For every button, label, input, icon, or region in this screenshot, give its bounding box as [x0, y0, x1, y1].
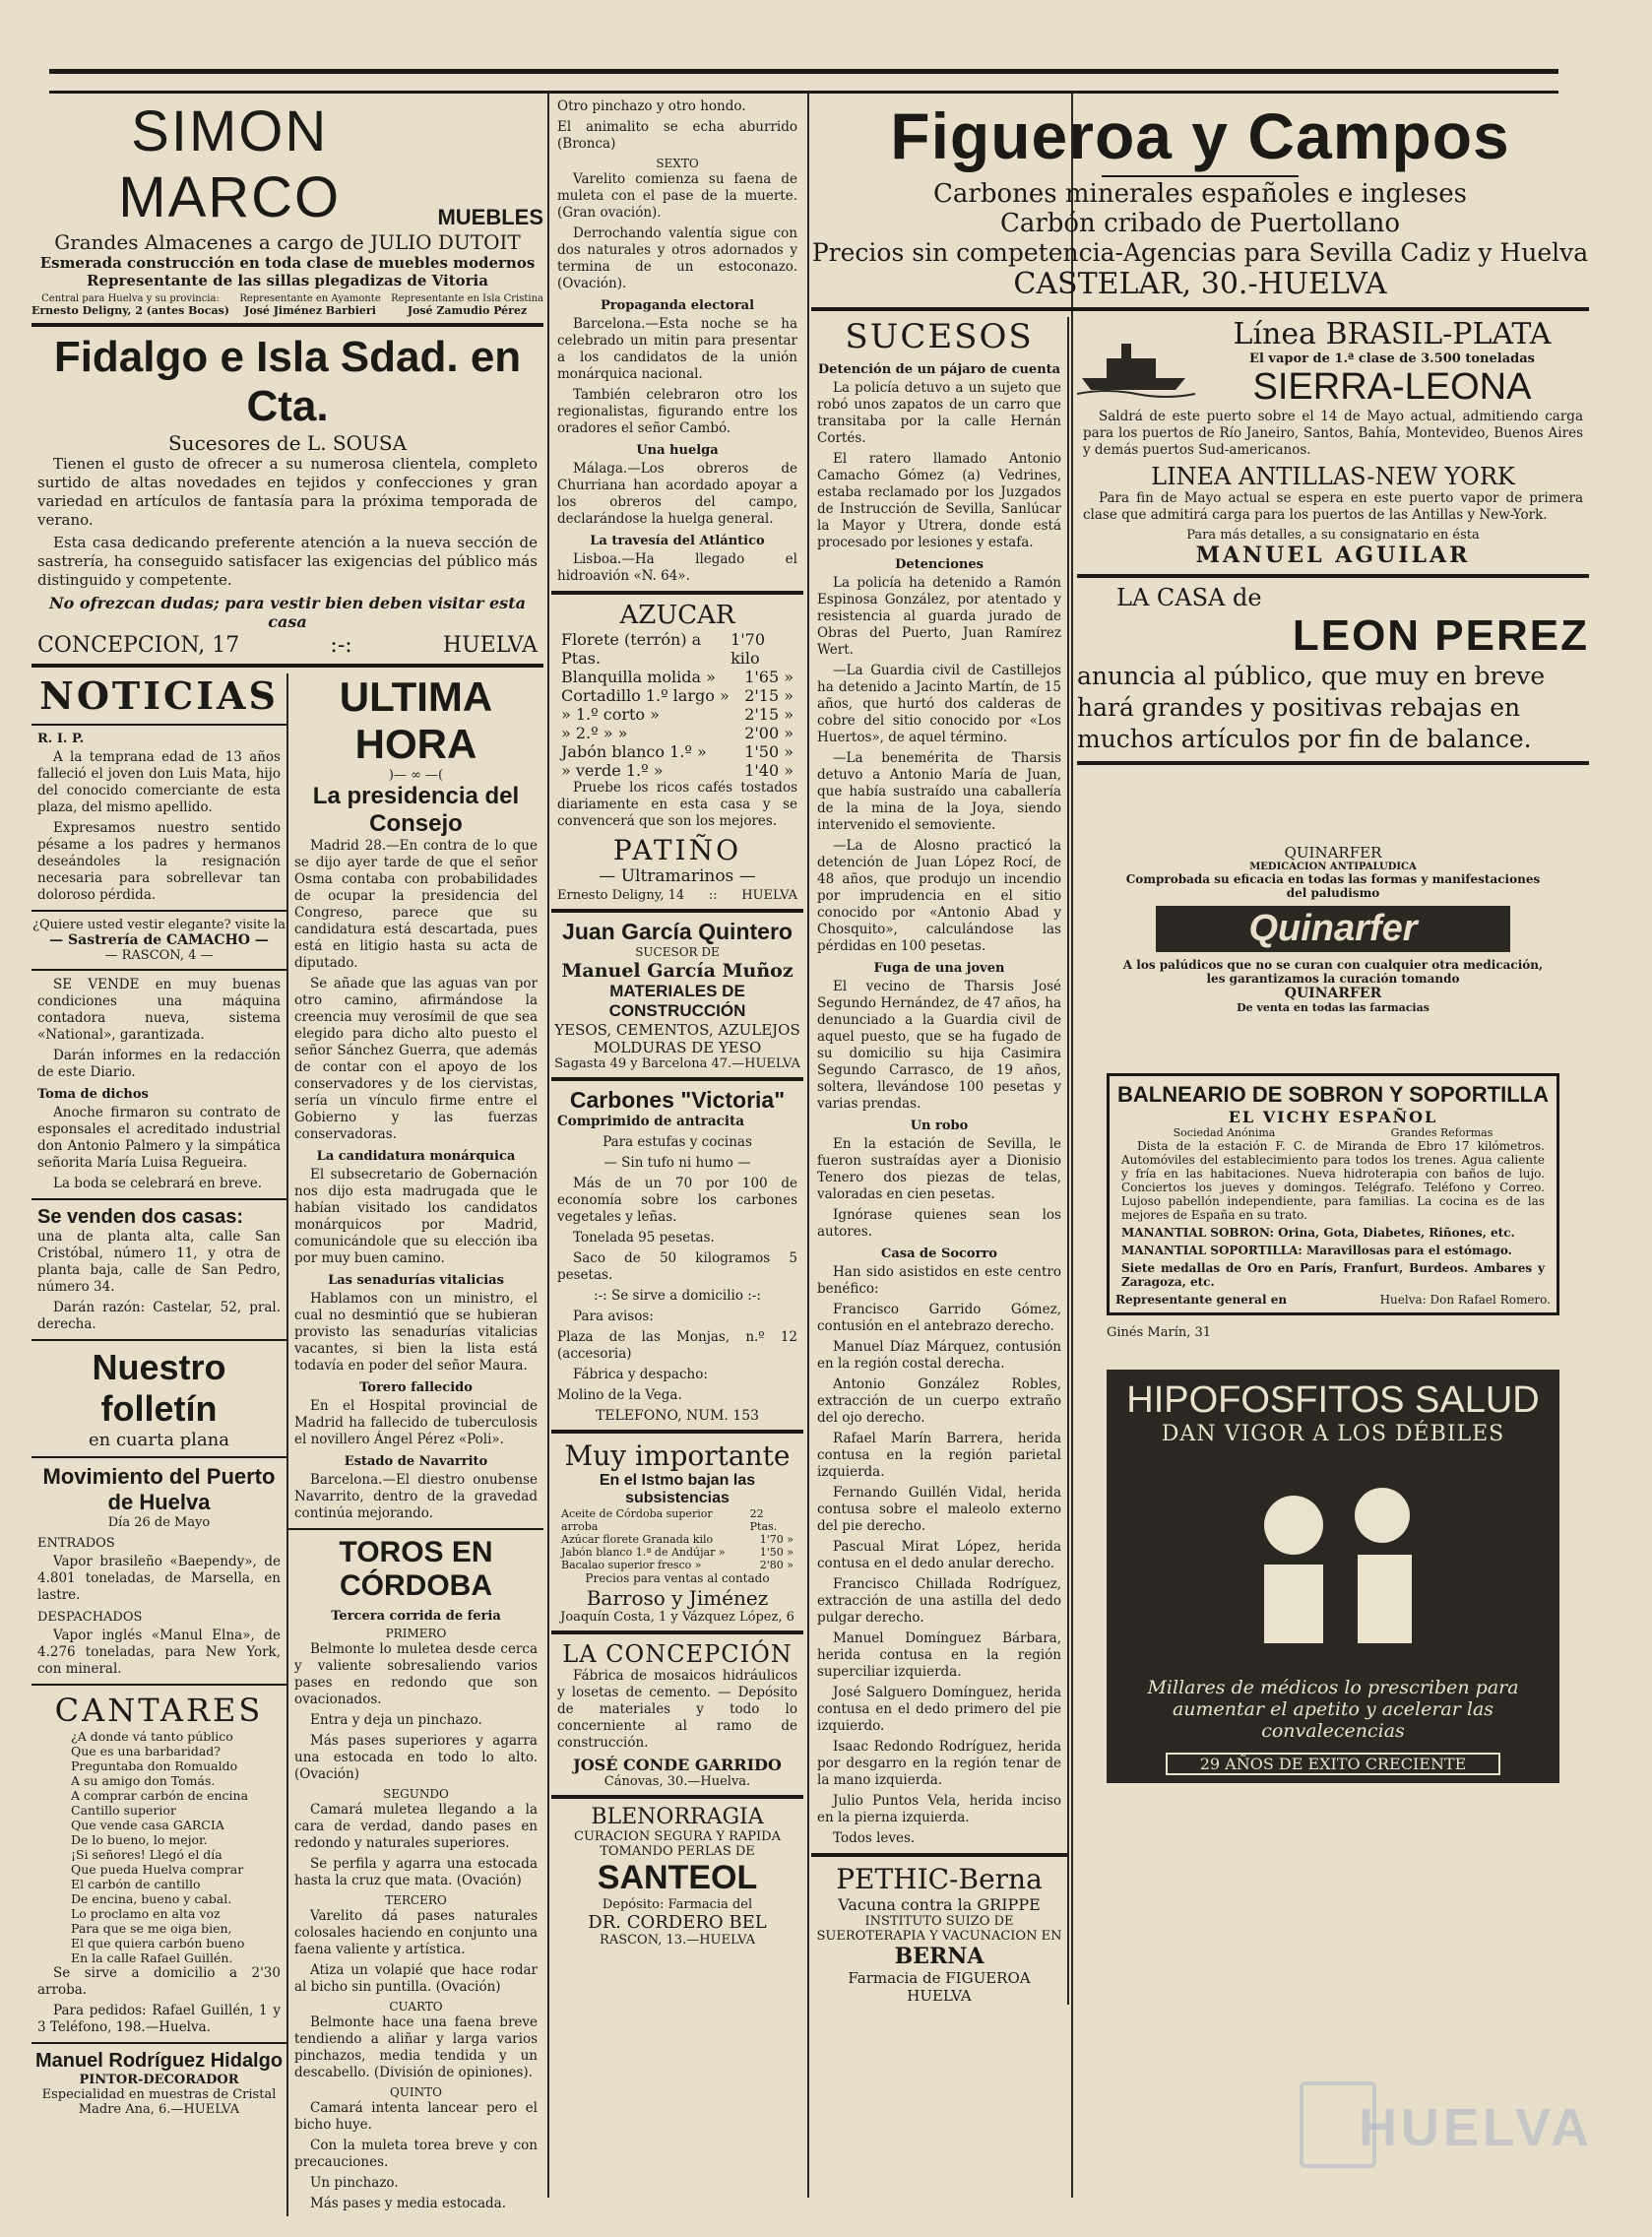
ad-leon-perez: [1077, 584, 1589, 755]
separator: [32, 724, 286, 726]
price-row: [561, 724, 794, 742]
suceso-3: El vecino de Tharsis José Segundo Hernández, de 47 años, ha denunciado a la Guardia civil de aquel puesto, que se ha fugado de su domicilio su hija Casimira Segundo Carrasco, de 19 años, soltera, llevándose 100 pesetas y varias prendas.: [817, 979, 1061, 1112]
quintero-sub: SUCESOR DE: [635, 945, 720, 959]
bal-sub: EL VICHY ESPAÑOL: [1228, 1108, 1438, 1126]
pethic-5: HUELVA: [907, 1987, 972, 2005]
se-vende: SE VENDE en muy buenas condiciones una máquina contadora nueva, sistema «National», garantizada.: [37, 977, 281, 1043]
ultima-title: ULTIMA HORA: [339, 673, 493, 767]
rep-name: José Jiménez Barbieri: [244, 304, 376, 317]
price-row: [561, 686, 794, 705]
separator: [32, 2042, 286, 2044]
folletin-title: Nuestro folletín: [92, 1347, 226, 1429]
concepcion-title: LA CONCEPCIÓN: [562, 1640, 793, 1668]
suceso-5-title: Casa de Socorro: [881, 1246, 997, 1261]
fidalgo-addr-right: HUELVA: [442, 633, 538, 658]
segundo-title: SEGUNDO: [383, 1787, 449, 1801]
carbones-2: Para estufas y cocinas: [603, 1134, 752, 1150]
carbones-3: — Sin tufo ni humo —: [604, 1155, 751, 1171]
bleno-5: RASCON, 13.—HUELVA: [600, 1933, 755, 1948]
linea-6: MANUEL AGUILAR: [1195, 543, 1471, 568]
suceso-5j: Isaac Redondo Rodríguez, herida por desgarro en la región tenar de la mano izquierda.: [817, 1739, 1061, 1788]
dichos-text: Anoche firmaron su contrato de esponsales el acreditado industrial don Antonio Palmero y la simpática señorita María Luisa Regueira.: [37, 1105, 281, 1171]
muy-precios: Precios para ventas al contado: [585, 1571, 770, 1585]
suceso-1b: El ratero llamado Antonio Camacho Gómez (a) Vedrines, estaba reclamado por los Juzgados de Instrucción de Sevilla, Sanlúcar la Mayor y Utrera, donde está procesado por lesiones y estafa.: [817, 451, 1061, 550]
quintero-yesos: YESOS, CEMENTOS, AZULEJOS: [554, 1021, 800, 1039]
patino-address: [557, 888, 797, 903]
entrados: ENTRADOS: [37, 1536, 115, 1551]
separator: [1077, 574, 1589, 578]
sastreria-name: — Sastrería de CAMACHO —: [49, 932, 269, 948]
suceso-5g: Francisco Chillada Rodríguez, extracción de una astilla del dedo pulgar derecho.: [817, 1576, 1061, 1626]
segundo-2: Se perfila y agarra una estocada hasta la cruz que mata. (Ovación): [294, 1856, 538, 1888]
hipo-4: 29 AÑOS DE EXITO CRECIENTE: [1166, 1753, 1500, 1775]
concepcion-1: Fábrica de mosaicos hidráulicos y losetas de cemento. — Depósito de materiales y todo lo concerniente al ramo de construcción.: [557, 1668, 797, 1751]
rip-text: A la temprana edad de 13 años falleció el joven don Luis Mata, hijo del conocido comerciante de esta plaza, del mismo apellido.: [37, 749, 281, 815]
figueroa-4: CASTELAR, 30.-HUELVA: [1013, 267, 1387, 301]
cont-1: Otro pinchazo y otro hondo.: [557, 98, 746, 114]
bleno-2: TOMANDO PERLAS DE: [600, 1844, 755, 1859]
separator: [811, 307, 1589, 311]
separator: [32, 1198, 286, 1200]
ad-hipofosfitos: [1107, 1370, 1559, 1783]
ultima-ornament: )— ∞ —(: [388, 768, 444, 783]
bleno-name: SANTEOL: [597, 1859, 758, 1896]
rip-title: R. I. P.: [37, 732, 85, 746]
column-2: [551, 98, 803, 2198]
cantares-title: CANTARES: [54, 1692, 264, 1729]
rep-title: Representante en Isla Cristina: [391, 293, 543, 304]
torero-1: En el Hospital provincial de Madrid ha fallecido de tuberculosis el novillero Ángel Pérez «Poli».: [294, 1398, 538, 1447]
pethic-title: PETHIC-Berna: [836, 1863, 1043, 1895]
carbones-11: Molino de la Vega.: [557, 1387, 682, 1403]
price-row: [561, 630, 794, 668]
bal-title: BALNEARIO DE SOBRON Y SOPORTILLA: [1116, 1082, 1549, 1107]
suceso-2b: —La Guardia civil de Castillejos ha detenido a Jacinto Martín, de 15 años, que hurtó dos calderas de cobre del sitio conocido por «Los Huertos», de aquel término.: [817, 663, 1061, 745]
quin-1: QUINARFER: [1284, 844, 1382, 862]
suceso-4: En la estación de Sevilla, le fueron sustraídas ayer a Dionisio Tenero dos piezas de telas, valoradas en cien pesetas.: [817, 1136, 1061, 1202]
bal-4: Siete medallas de Oro en París, Franfurt, Burdeos. Ambares y Zaragoza, etc.: [1121, 1261, 1545, 1289]
quintero-molduras: MOLDURAS DE YESO: [593, 1039, 762, 1056]
suceso-1: La policía detuvo a un sujeto que robó unos zapatos de un carro que transitaba por la calle Hernán Cortés.: [817, 380, 1061, 446]
huelga-1: Málaga.—Los obreros de Churriana han acordado apoyar a los obreros del campo, declarándose la huelga general.: [557, 461, 797, 527]
price-item: Jabón blanco 1.ª de Andújar »: [561, 1546, 726, 1559]
carbones-4: Más de un 70 por 100 de economía sobre los carbones vegetales y leñas.: [557, 1176, 797, 1225]
simon-line2: Esmerada construcción en toda clase de muebles modernos: [39, 254, 536, 272]
casas-title: Se venden dos casas:: [37, 1206, 243, 1228]
carbones-1: Comprimido de antracita: [557, 1114, 744, 1129]
puerto-title: Movimiento del Puerto de Huelva: [42, 1464, 276, 1514]
price-row: [561, 705, 794, 724]
suceso-5a: Francisco Garrido Gómez, contusión en el antebrazo derecho.: [817, 1302, 1061, 1334]
price-row: [561, 1507, 794, 1533]
propaganda-1: Barcelona.—Esta noche se ha celebrado un mitin para presentar a los candidatos de la unión monárquica nacional.: [557, 316, 797, 382]
price-row: [561, 668, 794, 686]
price-value: 2'00 »: [744, 724, 794, 742]
fidalgo-addr-mid: :-:: [330, 633, 352, 658]
navarrito-1: Barcelona.—El diestro onubense Navarrito, dentro de la gravedad continúa mejorando.: [294, 1472, 538, 1521]
bleno-1: CURACION SEGURA Y RAPIDA: [574, 1829, 781, 1844]
bal-5: Representante general en: [1115, 1293, 1288, 1307]
separator: [811, 1853, 1067, 1857]
bleno-4: DR. CORDERO BEL: [588, 1912, 767, 1933]
se-vende-2: Darán informes en la redacción de este Diario.: [37, 1048, 281, 1080]
ship-icon: [1077, 329, 1195, 398]
carbones-6: Saco de 50 kilogramos 5 pesetas.: [557, 1250, 797, 1283]
bal-right: Grandes Reformas: [1390, 1126, 1493, 1139]
patino-sub: — Ultramarinos —: [599, 866, 756, 886]
bleno-title: BLENORRAGIA: [591, 1805, 764, 1829]
suceso-5i: José Salguero Domínguez, herida contusa en el dedo primero del pie izquierdo.: [817, 1685, 1061, 1734]
bal-3: MANANTIAL SOPORTILLA: Maravillosas para el estómago.: [1121, 1244, 1512, 1257]
separator: [288, 1528, 543, 1530]
dichos-title: Toma de dichos: [37, 1087, 149, 1102]
dichos-text: La boda se celebrará en breve.: [53, 1176, 263, 1191]
pethic-1: Vacuna contra la GRIPPE: [838, 1895, 1041, 1914]
price-item: Florete (terrón) a Ptas.: [561, 630, 702, 668]
hipo-figures-icon: [1235, 1456, 1431, 1653]
despachados: DESPACHADOS: [37, 1610, 143, 1625]
price-value: 22 Ptas.: [749, 1507, 778, 1533]
entrados-1: Vapor brasileño «Baependy», de 4.801 toneladas, de Marsella, en lastre.: [37, 1554, 281, 1603]
bal-1: Dista de la estación F. C. de Miranda de Ebro 17 kilómetros. Automóviles del establecimiento para todos los trenes. Agua caliente y fría en las habitaciones. Nueva hidroterapia con baños de lujo. Conciertos los jueves y domingos. Telégrafo. Teléfono y Correo. Lujoso pabellón independiente, para familias. La cocina es de las mejores de España en su trato.: [1121, 1139, 1545, 1222]
linea-5: Para más detalles, a su consignatario en ésta: [1186, 528, 1480, 543]
sastreria-q: ¿Quiere usted vestir elegante? visite la: [32, 918, 286, 932]
price-row: [561, 1533, 794, 1546]
suceso-5l: Todos leves.: [833, 1830, 916, 1846]
senadurias-title: Las senadurías vitalicias: [328, 1273, 504, 1288]
sastreria-address: — RASCON, 4 —: [104, 948, 214, 963]
suceso-5c: Antonio González Robles, extracción de un cuerpo extraño del ojo derecho.: [817, 1376, 1061, 1426]
suceso-4b: Ignórase quienes sean los autores.: [817, 1207, 1061, 1240]
carbones-10: Fábrica y despacho:: [573, 1367, 708, 1382]
carbones-phone: TELEFONO, NUM. 153: [595, 1408, 760, 1424]
separator: [551, 1430, 803, 1434]
ultima-column: [288, 673, 543, 2216]
cantares-text: ¿A donde vá tanto público Que es una barbaridad? Preguntaba don Romualdo A su amigo don Tomás. A comprar carbón de encina Cantillo superior Que vende casa GARCIA De lo bueno, lo mejor. ¡Si señores! Llegó el día Que pueda Huelva comprar El carbón de cantillo De encina, bueno y cabal. Lo proclamo en alta voz Para que se me oiga bien, El que quiera carbón bueno En la calle Rafael Guillén.: [71, 1729, 249, 1965]
pintor-title: Manuel Rodríguez Hidalgo: [34, 2050, 284, 2072]
separator: [32, 664, 543, 668]
separator: [32, 910, 286, 912]
noticias-ultima: [32, 673, 543, 2216]
separator: [1102, 175, 1299, 177]
primero-title: PRIMERO: [385, 1627, 447, 1640]
azucar-price-list: [551, 630, 803, 780]
fidalgo-title: Fidalgo e Isla Sdad. en Cta.: [53, 333, 522, 430]
navarrito-title: Estado de Navarrito: [344, 1454, 488, 1469]
segundo-1: Camará muletea llegando a la cara de verdad, dando pases en redondo y naturales superiores.: [294, 1802, 538, 1851]
simon-line3: Representante de las sillas plegadizas de Vitoria: [87, 272, 488, 289]
top-rule: [49, 69, 1558, 74]
muy-sub: En el Istmo bajan las subsistencias: [599, 1472, 756, 1506]
leon-2: LEON PEREZ: [1292, 611, 1589, 660]
muy-title: Muy importante: [564, 1439, 791, 1472]
tercero-title: TERCERO: [385, 1893, 447, 1907]
linea-3: LINEA ANTILLAS-NEW YORK: [1151, 463, 1515, 490]
bal-row: [1115, 1126, 1551, 1139]
fidalgo-addr-left: CONCEPCION, 17: [37, 633, 240, 658]
price-value: 1'40 »: [744, 761, 794, 780]
presidencia-1: Madrid 28.—En contra de lo que se dijo ayer tarde de que el señor Osma contaba con probabilidades de ocupar la presidencia del Congreso, parece que su candidatura está descartada, pues está en litigio hasta su acta de diputado.: [294, 838, 538, 971]
separator: [32, 969, 286, 971]
bal-left: Sociedad Anónima: [1173, 1126, 1276, 1139]
travesia-1: Lisboa.—Ha llegado el hidroavión «N. 64».: [557, 551, 797, 584]
cantares-3: Para pedidos: Rafael Guillén, 1 y 3 Teléfono, 198.—Huelva.: [37, 2003, 281, 2035]
suceso-5b: Manuel Díaz Márquez, contusión en la región costal derecha.: [817, 1339, 1061, 1372]
noticias-title: NOTICIAS: [39, 673, 279, 718]
rep-title: Representante en Ayamonte: [239, 293, 381, 304]
suceso-2: La policía ha detenido a Ramón Espinosa González, por atentado y resistencia al guarda jurado de Obras del Puerto, Juan Ramírez Wert.: [817, 575, 1061, 658]
hipo-2: DAN VIGOR A LOS DÉBILES: [1161, 1422, 1505, 1446]
carbones-8: Para avisos:: [573, 1309, 654, 1324]
figueroa-title: Figueroa y Campos: [890, 99, 1510, 172]
toros-title: TOROS EN CÓRDOBA: [339, 1536, 493, 1602]
suceso-5e: Fernando Guillén Vidal, herida contusa sobre el maleolo externo del pie derecho.: [817, 1485, 1061, 1534]
quin-logo: Quinarfer: [1156, 906, 1510, 952]
price-value: 1'70 »: [759, 1533, 794, 1546]
bal-2: MANANTIAL SOBRON: Orina, Gota, Diabetes, Riñones, etc.: [1121, 1226, 1515, 1240]
quintero-title: Juan García Quintero: [562, 919, 793, 944]
quin-5: QUINARFER: [1284, 986, 1382, 1001]
cont-2: El animalito se echa aburrido (Bronca): [557, 119, 797, 152]
separator: [551, 1795, 803, 1799]
fidalgo-sub: Sucesores de L. SOUSA: [167, 431, 408, 455]
presidencia-2: Se añade que las aguas van por otro camino, afirmándose la creencia muy verosímil de que sea elegido para dicho alto puesto el señor Sánchez Guerra, que además de contar con el apoyo de los conservadores y de los ciervistas, sería un vínculo firme entre el Gobierno y las fuerzas conservadoras.: [294, 976, 538, 1142]
rep-title: Central para Huelva y su provincia:: [41, 293, 220, 304]
pintor-addr: Madre Ana, 6.—HUELVA: [78, 2102, 240, 2117]
rep-name: Ernesto Deligny, 2 (antes Bocas): [32, 304, 229, 317]
suceso-5d: Rafael Marín Barrera, herida contusa en la región parietal izquierda.: [817, 1431, 1061, 1480]
sexto-2: Derrochando valentía sigue con dos naturales y otros adornados y termina de un estoconazo. (Ovación).: [557, 225, 797, 291]
price-value: 1'65 »: [744, 668, 794, 686]
price-row: [561, 761, 794, 780]
quinto-3: Un pinchazo.: [310, 2175, 399, 2191]
carbones-5: Tonelada 95 pesetas.: [573, 1230, 715, 1246]
patino-title: PATIÑO: [612, 834, 742, 866]
presidencia-title: La presidencia del Consejo: [312, 783, 520, 837]
column-3: [811, 98, 1589, 2198]
linea-1: El vapor de 1.ª clase de 3.500 toneladas: [1249, 352, 1535, 366]
price-value: 1'70 kilo: [731, 630, 765, 668]
carbones-9: Plaza de las Monjas, n.º 12 (accesoria): [557, 1329, 797, 1362]
ad-quinarfer: [1116, 844, 1550, 1014]
ads-column: [1069, 317, 1589, 2005]
cantares-2: Se sirve a domicilio a 2'30 arroba.: [37, 1965, 281, 1998]
pethic-2: INSTITUTO SUIZO DE SUEROTERAPIA Y VACUNACION EN: [816, 1914, 1062, 1944]
bal-rep: [1115, 1293, 1551, 1307]
price-item: » 1.º corto »: [561, 705, 660, 724]
azucar-note: Pruebe los ricos cafés tostados diariamente en esta casa y se convencerá que son los mejores.: [557, 780, 797, 829]
linea-4: Para fin de Mayo actual se espera en este puerto vapor de primera clase que admitirá carga para los puertos de las Antillas y New-York.: [1083, 490, 1583, 523]
casas-text: una de planta alta, calle San Cristóbal, número 11, y otra de planta baja, calle de San Pedro, número 34.: [37, 1229, 281, 1295]
primero-2: Entra y deja un pinchazo.: [310, 1712, 482, 1728]
suceso-4-title: Un robo: [910, 1118, 969, 1133]
sexto-title: SEXTO: [656, 157, 699, 170]
price-item: » 2.º » »: [561, 724, 628, 742]
sucesos-title: SUCESOS: [845, 317, 1034, 356]
column-separator: [547, 94, 549, 2198]
bal-7: Ginés Marín, 31: [1107, 1325, 1212, 1340]
quintero-materials: MATERIALES DE CONSTRUCCIÓN: [608, 982, 746, 1020]
separator: [32, 1456, 286, 1458]
simon-reps: [32, 293, 543, 317]
tercero-2: Atiza un volapié que hace rodar al bicho sin puntilla. (Ovación): [294, 1962, 538, 1995]
suceso-1-title: Detención de un pájaro de cuenta: [817, 362, 1061, 377]
sexto-1: Varelito comienza su faena de muleta con el pase de la muerte. (Gran ovación).: [557, 171, 797, 221]
linea-title: Línea BRASIL-PLATA: [1233, 317, 1552, 352]
hipo-3: Millares de médicos lo prescriben para aumentar el apetito y acelerar las convalecencias: [1147, 1677, 1519, 1742]
torero-title: Torero fallecido: [359, 1380, 473, 1395]
fidalgo-p2: Esta casa dedicando preferente atención a la nueva sección de sastrería, ha conseguido satisfacer las exigencias del público más distinguido y competente.: [37, 534, 538, 589]
ad-fidalgo: [32, 333, 543, 658]
quinto-title: QUINTO: [389, 2085, 443, 2099]
separator: [32, 1684, 286, 1686]
concepcion-name: JOSÉ CONDE GARRIDO: [573, 1756, 782, 1774]
price-row: [561, 1546, 794, 1559]
price-item: Azúcar florete Granada kilo: [561, 1533, 714, 1546]
bleno-3: Depósito: Farmacia del: [602, 1897, 753, 1912]
leon-3: anuncia al público, que muy en breve hará grandes y positivas rebajas en muchos artículos por fin de balance.: [1077, 662, 1546, 753]
propaganda-title: Propaganda electoral: [600, 298, 755, 313]
price-value: 2'15 »: [744, 686, 794, 705]
ad-figueroa: [811, 98, 1589, 301]
pethic-3: BERNA: [894, 1944, 985, 1969]
figueroa-1: Carbones minerales españoles e ingleses: [933, 179, 1467, 209]
suceso-2d: —La de Alosno practicó la detención de Juan López Rocí, de 48 años, que produjo un incendio por imprudencia en el sitio conocido por «Antonio Abad y Chosquito», calculándose las pérdidas en 100 pesetas.: [817, 838, 1061, 954]
quinto-2: Con la muleta torea breve y con precauciones.: [294, 2138, 538, 2170]
ad-linea-brasil: [1077, 317, 1589, 568]
price-value: 1'50 »: [759, 1546, 794, 1559]
quintero-name: Manuel García Muñoz: [561, 960, 794, 982]
despachados-1: Vapor inglés «Manul Elna», de 4.276 toneladas, para New York, con mineral.: [37, 1628, 281, 1677]
pintor-sub: PINTOR-DECORADOR: [79, 2073, 239, 2087]
separator: [1077, 761, 1589, 765]
quin-4: A los palúdicos que no se curan con cualquier otra medicación, les garantizamos la curación tomando: [1122, 958, 1544, 986]
ad-simon-marco: [32, 98, 543, 317]
casas-text-2: Darán razón: Castelar, 52, pral. derecha.: [37, 1300, 281, 1332]
carbones-7: :-: Se sirve a domicilio :-:: [594, 1288, 761, 1304]
concepcion-address: Cánovas, 30.—Huelva.: [604, 1774, 751, 1789]
quin-3: Comprobada su eficacia en todas las formas y manifestaciones del paludismo: [1125, 872, 1541, 900]
candidatura-1: El subsecretario de Gobernación nos dijo esta madrugada que le habían visitado los candidatos monárquicos por Madrid, comunicándole que su elección iba por muy buen camino.: [294, 1167, 538, 1266]
patino-addr-mid: ::: [708, 888, 718, 903]
ad-balneario: [1107, 1073, 1559, 1315]
puerto-date: Día 26 de Mayo: [107, 1515, 211, 1530]
propaganda-2: También celebraron otro los regionalistas, figurando entre los oradores el señor Cambó.: [557, 387, 797, 436]
bal-6: Huelva: Don Rafael Romero.: [1379, 1293, 1551, 1307]
fidalgo-p1: Tienen el gusto de ofrecer a su numerosa clientela, completo surtido de altas novedades en tejidos y confecciones y gran variedad en artículos de fantasía para la próxima temporada de verano.: [37, 455, 538, 529]
patino-addr-right: HUELVA: [741, 888, 797, 903]
price-item: Cortadillo 1.º largo »: [561, 686, 730, 705]
candidatura-title: La candidatura monárquica: [316, 1149, 516, 1164]
hipo-1: HIPOFOSFITOS SALUD: [1126, 1379, 1540, 1421]
cuarto-1: Belmonte hace una faena breve tendiendo a aliñar y larga varios pinchazos, media tendida y un descabello. (División de opiniones).: [294, 2014, 538, 2080]
muy-price-list: [551, 1507, 803, 1571]
price-item: Aceite de Córdoba superior arroba: [561, 1507, 713, 1533]
suceso-2-title: Detenciones: [895, 557, 984, 572]
quinto-4: Más pases y media estocada.: [310, 2196, 506, 2211]
linea-ship: SIERRA-LEONA: [1252, 366, 1532, 408]
leon-1: LA CASA de: [1116, 584, 1262, 611]
separator: [32, 1339, 286, 1341]
cuarto-title: CUARTO: [389, 2000, 443, 2013]
price-item: Blanquilla molida »: [561, 668, 716, 686]
linea-2: Saldrá de este puerto sobre el 14 de Mayo actual, admitiendo carga para los puertos de Río Janeiro, Santos, Bahía, Montevideo, Buenos Aires y demás puertos Sud-americanos.: [1083, 409, 1583, 458]
suceso-5k: Julio Puntos Vela, herida inciso en la pierna izquierda.: [817, 1793, 1061, 1825]
top-rule-2: [49, 91, 1558, 94]
column-1: [32, 98, 543, 2211]
price-row: [561, 1559, 794, 1571]
fidalgo-p3: No ofrezcan dudas; para vestir bien deben visitar esta casa: [49, 594, 526, 631]
primero-3: Más pases superiores y agarra una estocada en todo lo alto. (Ovación): [294, 1733, 538, 1782]
separator: [551, 1630, 803, 1634]
price-value: 2'80 »: [759, 1559, 794, 1571]
price-value: 1'50 »: [744, 742, 794, 761]
price-row: [561, 742, 794, 761]
pintor-desc: Especialidad en muestras de Cristal: [41, 2087, 277, 2102]
quintero-address: Sagasta 49 y Barcelona 47.—HUELVA: [554, 1056, 800, 1071]
suceso-3-title: Fuga de una joven: [873, 961, 1005, 976]
column-separator: [807, 94, 809, 2198]
azucar-title: AZUCAR: [619, 601, 735, 630]
price-item: Bacalao superior fresco »: [561, 1559, 702, 1571]
noticias-column: [32, 673, 286, 2216]
watermark: HUELVA: [1359, 2098, 1593, 2157]
muy-name: Barroso y Jiménez: [586, 1586, 769, 1610]
pethic-4: Farmacia de FIGUEROA: [848, 1969, 1031, 1987]
separator: [551, 909, 803, 913]
figueroa-2: Carbón cribado de Puertollano: [999, 209, 1401, 238]
simon-tag: MUEBLES: [437, 205, 543, 229]
figueroa-3: Precios sin competencia-Agencias para Sevilla Cadiz y Huelva: [811, 238, 1589, 267]
quin-2: MEDICACION ANTIPALUDICA: [1249, 862, 1417, 872]
patino-addr-left: Ernesto Deligny, 14: [557, 888, 685, 903]
separator: [551, 591, 803, 595]
suceso-5: Han sido asistidos en este centro benéfico:: [817, 1264, 1061, 1297]
muy-address: Joaquín Costa, 1 y Vázquez López, 6: [560, 1610, 794, 1625]
fidalgo-address: [37, 633, 538, 658]
rep-name: José Zamudio Pérez: [407, 304, 528, 317]
primero-1: Belmonte lo muletea desde cerca y valiente sobresaliendo varios pases en redondo que son ovacionados.: [294, 1641, 538, 1707]
price-item: Jabón blanco 1.º »: [561, 742, 707, 761]
rip-text: Expresamos nuestro sentido pésame a los padres y hermanos deseándoles la resignación necesaria para sobrellevar tan doloroso pérdida.: [37, 820, 281, 903]
suceso-2c: —La benemérita de Tharsis detuvo a Antonio María de Juan, que había sustraído una caballería de la mina de la Joya, siendo intervenido el semoviente.: [817, 750, 1061, 833]
huelga-title: Una huelga: [636, 443, 719, 458]
simon-title: SIMON MARCO: [118, 99, 342, 229]
separator: [32, 323, 543, 327]
suceso-5h: Manuel Domínguez Bárbara, herida contusa en la región superciliar izquierda.: [817, 1630, 1061, 1680]
suceso-5f: Pascual Mirat López, herida contusa en el dedo anular derecho.: [817, 1539, 1061, 1571]
price-item: » verde 1.º »: [561, 761, 664, 780]
sucesos-ads: [811, 317, 1589, 2005]
tercero-1: Varelito dá pases naturales colosales haciendo en conjunto una faena valiente y artística.: [294, 1908, 538, 1957]
simon-line1: Grandes Almacenes a cargo de JULIO DUTOIT: [54, 230, 521, 254]
travesia-title: La travesía del Atlántico: [590, 534, 765, 548]
sucesos-column: [811, 317, 1067, 2005]
price-value: 2'15 »: [744, 705, 794, 724]
quinto-1: Camará intenta lancear pero el bicho huye.: [294, 2100, 538, 2133]
separator: [551, 1077, 803, 1081]
quin-6: De venta en todas las farmacias: [1237, 1001, 1430, 1014]
senadurias-1: Hablamos con un ministro, el cual no desmintió que se hubieran provisto las senadurías vitalicias vacantes, si bien la lista está todavía en poder del señor Maura.: [294, 1291, 538, 1374]
tercera-title: Tercera corrida de feria: [331, 1609, 501, 1624]
folletin-sub: en cuarta plana: [89, 1430, 229, 1450]
carbones-title: Carbones "Victoria": [569, 1087, 786, 1113]
